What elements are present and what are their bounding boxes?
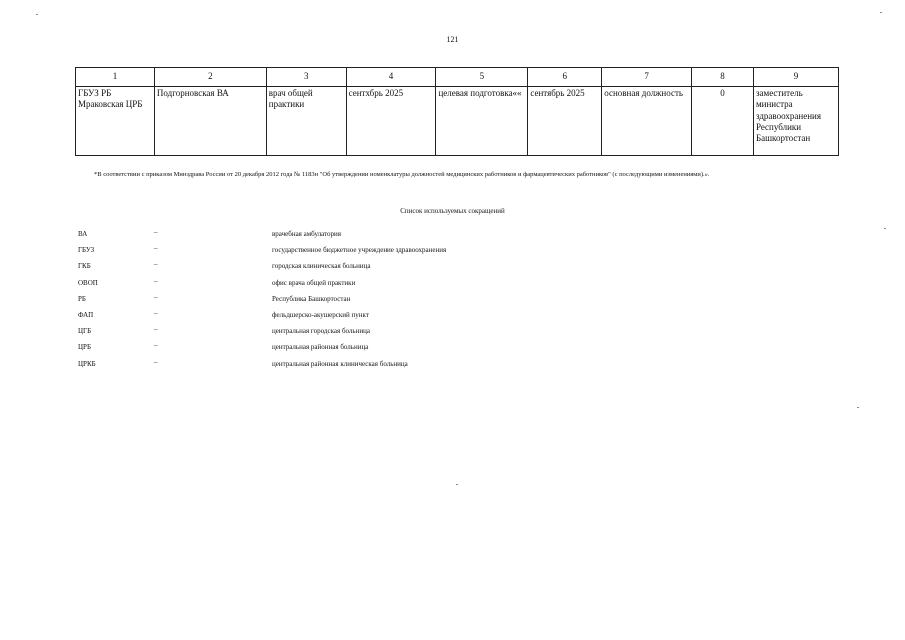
abbreviation-definition: Республика Башкортостан xyxy=(272,294,351,303)
abbreviation-definition: офис врача общей практики xyxy=(272,278,356,287)
abbreviation-code: ФАП xyxy=(78,310,94,319)
footnote: *В соответствии с приказом Минздрава России от 20 декабря 2012 года № 1183н "Об утверждении номенклатуры должностей медицинских работников и фармацевтических работников" (с последующими изменениями).». xyxy=(94,171,710,178)
dash: – xyxy=(154,357,158,366)
cell-start-date: сентхбрь 2025 xyxy=(346,87,436,156)
cell-unit: Подгорновская ВА xyxy=(154,87,266,156)
dash: – xyxy=(154,292,158,301)
scan-speck xyxy=(36,14,38,15)
header-cell-4: 4 xyxy=(346,68,436,87)
abbreviation-definition: центральная городская больница xyxy=(272,327,370,336)
abbreviation-code: ОВОП xyxy=(78,278,98,287)
header-cell-5: 5 xyxy=(436,68,528,87)
header-cell-9: 9 xyxy=(753,68,838,87)
dash: – xyxy=(154,228,158,236)
abbreviation-definition: центральная районная больница xyxy=(272,343,369,352)
dash: – xyxy=(154,260,158,269)
scan-speck xyxy=(880,12,882,13)
cell-count: 0 xyxy=(692,87,754,156)
vacancy-table xyxy=(75,67,839,156)
abbreviations-title: Список используемых сокращений xyxy=(400,207,505,215)
dash: – xyxy=(154,276,158,285)
cell-organization: ГБУЗ РБ Мраковская ЦРБ xyxy=(76,87,155,156)
cell-date: сентябрь 2025 xyxy=(528,87,602,156)
scan-speck xyxy=(884,228,886,229)
dash: – xyxy=(154,341,158,350)
header-cell-2: 2 xyxy=(154,68,266,87)
scan-speck xyxy=(456,484,458,485)
abbreviation-code: ГКБ xyxy=(78,262,91,271)
abbreviation-definition: городская клиническая больница xyxy=(272,262,371,271)
abbreviation-code: ЦРКБ xyxy=(78,359,96,368)
abbreviation-code: ГБУЗ xyxy=(78,246,95,255)
cell-training-type: целевая подготовка«« xyxy=(436,87,528,156)
cell-position: врач общей практики xyxy=(266,87,346,156)
header-cell-8: 8 xyxy=(692,68,754,87)
abbreviation-code: ЦРБ xyxy=(78,343,91,352)
abbreviation-code: ЦГБ xyxy=(78,327,92,336)
dash: – xyxy=(154,244,158,253)
dash: – xyxy=(154,308,158,317)
abbreviation-code: ВА xyxy=(78,230,88,238)
scan-speck xyxy=(857,407,859,408)
cell-responsible: заместитель министра здравоохранения Республики Башкортостан xyxy=(753,87,838,156)
abbreviation-definition: врачебная амбулатория xyxy=(272,230,342,238)
table-header-row xyxy=(76,68,839,87)
header-cell-7: 7 xyxy=(602,68,692,87)
cell-employment-type: основная должность xyxy=(602,87,692,156)
abbreviation-definition: фельдшерско-акушерский пункт xyxy=(272,310,369,319)
dash: – xyxy=(154,325,158,334)
header-cell-1: 1 xyxy=(76,68,155,87)
table-row xyxy=(76,87,839,156)
abbreviation-definition: центральная районная клиническая больница xyxy=(272,359,408,368)
page-number: 121 xyxy=(446,35,459,44)
header-cell-6: 6 xyxy=(528,68,602,87)
abbreviation-code: РБ xyxy=(78,294,86,303)
header-cell-3: 3 xyxy=(266,68,346,87)
abbreviation-definition: государственное бюджетное учреждение здравоохранения xyxy=(272,246,447,255)
